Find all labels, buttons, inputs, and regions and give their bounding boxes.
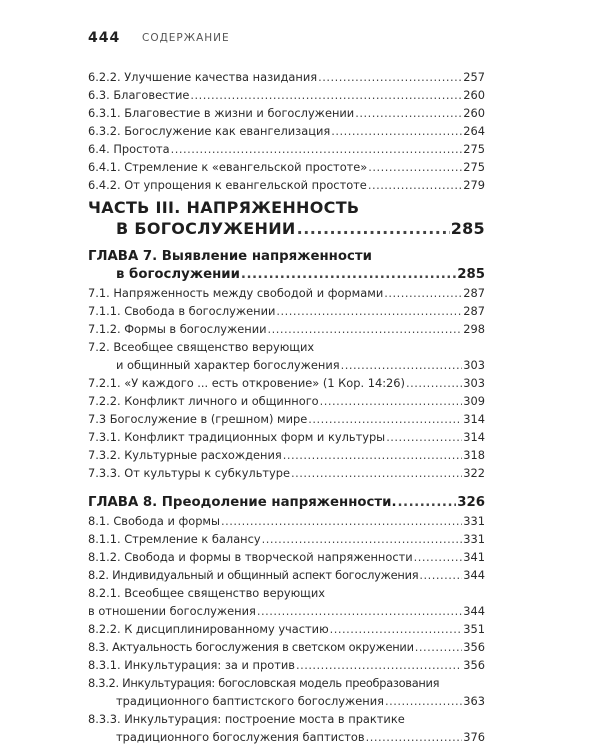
leader-dots [297, 218, 450, 240]
leader-dots [291, 464, 462, 482]
toc-entry-title: 7.3.1. Конфликт традиционных форм и культуры [88, 430, 386, 444]
toc-entry-title: 6.3. Благовестие [88, 88, 190, 102]
leader-dots [341, 356, 463, 374]
toc-entry-page: 279 [463, 178, 485, 192]
leader-dots [262, 530, 463, 548]
toc-entry [88, 68, 485, 86]
toc-entry-page: 298 [463, 322, 485, 336]
toc-entry-page: 331 [463, 514, 485, 528]
toc-entry-title: 7.3 Богослужение в (грешном) мире [88, 412, 308, 426]
toc-entry [88, 410, 485, 428]
toc-entry-title: 7.3.2. Культурные расхождения [88, 448, 282, 462]
chapter-heading-continuation: в богослужении [116, 267, 240, 282]
toc-entry [88, 140, 485, 158]
leader-dots [386, 428, 462, 446]
toc-entry-page: 260 [463, 106, 485, 120]
leader-dots [414, 548, 463, 566]
toc-entry [88, 428, 485, 446]
toc-entry-page: 331 [463, 532, 485, 546]
leader-dots [190, 86, 462, 104]
part-heading: ЧАСТЬ III. НАПРЯЖЕННОСТЬ [88, 198, 360, 217]
leader-dots [320, 392, 463, 410]
toc-entry-page: 275 [463, 142, 485, 156]
toc-entry-title: 8.1.2. Свобода и формы в творческой напряженности [88, 550, 413, 564]
leader-dots [385, 692, 462, 710]
toc-entry [88, 638, 485, 656]
toc-entry-page: 356 [463, 640, 485, 654]
toc-entry [88, 392, 485, 410]
chapter-heading [88, 494, 485, 512]
toc-entry [88, 548, 485, 566]
toc-entry-page: 314 [463, 430, 485, 444]
toc-entry-title-line2: традиционного баптистского богослужения [116, 694, 384, 708]
leader-dots [384, 284, 462, 302]
leader-dots [368, 158, 462, 176]
toc-entry-page: 344 [463, 568, 485, 582]
leader-dots [330, 620, 463, 638]
toc-entry-page: 303 [463, 376, 485, 390]
part-page: 285 [450, 219, 485, 238]
leader-dots [419, 566, 462, 584]
toc-entry-page: 356 [463, 658, 485, 672]
toc-entry [88, 464, 485, 482]
chapter-heading-title: ГЛАВА 8. Преодоление напряженности. [88, 495, 397, 510]
toc-entry-page: 344 [463, 604, 485, 618]
leader-dots [308, 410, 462, 428]
toc-entry-continuation [116, 692, 485, 710]
toc-entry [88, 566, 485, 584]
toc-entry-page: 314 [463, 412, 485, 426]
toc-entry [88, 302, 485, 320]
toc-entry-title-line2: традиционного богослужения баптистов [116, 730, 365, 744]
leader-dots [257, 602, 462, 620]
toc-entry-continuation [88, 602, 485, 620]
leader-dots [368, 176, 462, 194]
part-heading-continuation: В БОГОСЛУЖЕНИИ [116, 219, 296, 238]
toc-entry-title: 7.1.2. Формы в богослужении [88, 322, 267, 336]
leader-dots [366, 728, 463, 746]
toc-entry [88, 158, 485, 176]
toc-entry [88, 656, 485, 674]
toc-entry-title: 6.3.2. Богослужение как евангелизация [88, 124, 331, 138]
leader-dots [276, 302, 462, 320]
toc-entry [88, 104, 485, 122]
running-title: СОДЕРЖАНИЕ [142, 32, 230, 44]
leader-dots [355, 104, 462, 122]
leader-dots [283, 446, 462, 464]
leader-dots [398, 494, 457, 512]
toc-entry-page: 287 [463, 304, 485, 318]
toc-entry [88, 620, 485, 638]
toc-entry-title: 7.2. Всеобщее священство верующих [88, 340, 315, 354]
toc-entry [88, 530, 485, 548]
leader-dots [296, 656, 462, 674]
leader-dots [171, 140, 463, 158]
toc-entry-continuation [116, 728, 485, 746]
chapter-heading: ГЛАВА 7. Выявление напряженности [88, 249, 372, 264]
toc-entry-page: 351 [463, 622, 485, 636]
toc-entry-title: 8.3.2. Инкультурация: богословская модель преобразования [88, 676, 440, 690]
toc-entry-title: 6.4.1. Стремление к «евангельской простоте» [88, 160, 368, 174]
toc-entry-title: 7.2.1. «У каждого ... есть откровение» (1 Кор. 14:26) [88, 376, 405, 390]
toc-entry [88, 176, 485, 194]
toc-entry-title-line2: в отношении богослужения [88, 604, 256, 618]
part-heading-line2 [116, 218, 485, 240]
leader-dots [318, 68, 462, 86]
toc-entry [88, 512, 485, 530]
toc-entry-page: 341 [463, 550, 485, 564]
toc-entry-page: 322 [463, 466, 485, 480]
toc-entry-page: 318 [463, 448, 485, 462]
leader-dots [241, 266, 456, 284]
toc-entry-title: 7.2.2. Конфликт личного и общинного [88, 394, 319, 408]
toc-entry-title: 6.4. Простота [88, 142, 170, 156]
toc-entry-page: 309 [463, 394, 485, 408]
toc-entry-title: 7.1. Напряженность между свободой и формами [88, 286, 384, 300]
leader-dots [221, 512, 462, 530]
leader-dots [415, 638, 463, 656]
toc-entry-page: 257 [463, 70, 485, 84]
toc-entry [88, 86, 485, 104]
toc-entry [88, 320, 485, 338]
chapter-page: 326 [457, 495, 485, 510]
toc-entry-page: 264 [463, 124, 485, 138]
toc-entry-title: 8.3.1. Инкультурация: за и против [88, 658, 295, 672]
toc-entry-title: 8.1.1. Стремление к балансу [88, 532, 261, 546]
toc-entry-title: 8.3.3. Инкультурация: построение моста в практике [88, 712, 405, 726]
toc-entry-title: 8.3. Актуальность богослужения в светском окружении [88, 640, 414, 654]
toc-entry-title: 8.1. Свобода и формы [88, 514, 221, 528]
toc-entry-title: 6.2.2. Улучшение качества назидания [88, 70, 318, 84]
toc-entry-title: 8.2.2. К дисциплинированному участию [88, 622, 329, 636]
leader-dots [331, 122, 462, 140]
page-number: 444 [88, 30, 121, 46]
toc-entry-title: 6.3.1. Благовестие в жизни и богослужении [88, 106, 355, 120]
toc-entry-page: 376 [463, 730, 485, 744]
toc-entry-title: 6.4.2. От упрощения к евангельской простоте [88, 178, 367, 192]
toc-entry-title-line2: и общинный характер богослужения [116, 358, 340, 372]
chapter-page: 285 [457, 267, 485, 282]
leader-dots [406, 374, 462, 392]
toc-entry-title: 8.2. Индивидуальный и общинный аспект богослужения [88, 568, 419, 582]
toc-entry-page: 303 [463, 358, 485, 372]
chapter-heading-line2 [116, 266, 485, 284]
toc-entry [88, 122, 485, 140]
toc-entry-continuation [116, 356, 485, 374]
toc-entry-page: 363 [463, 694, 485, 708]
toc-entry [88, 446, 485, 464]
toc-entry-page: 287 [463, 286, 485, 300]
toc-entry-title: 7.1.1. Свобода в богослужении [88, 304, 276, 318]
toc-entry-title: 8.2.1. Всеобщее священство верующих [88, 586, 326, 600]
toc-entry-page: 260 [463, 88, 485, 102]
toc-entry [88, 374, 485, 392]
leader-dots [268, 320, 463, 338]
toc-entry-title: 7.3.3. От культуры к субкультуре [88, 466, 291, 480]
toc-entry-page: 275 [463, 160, 485, 174]
toc-entry [88, 284, 485, 302]
